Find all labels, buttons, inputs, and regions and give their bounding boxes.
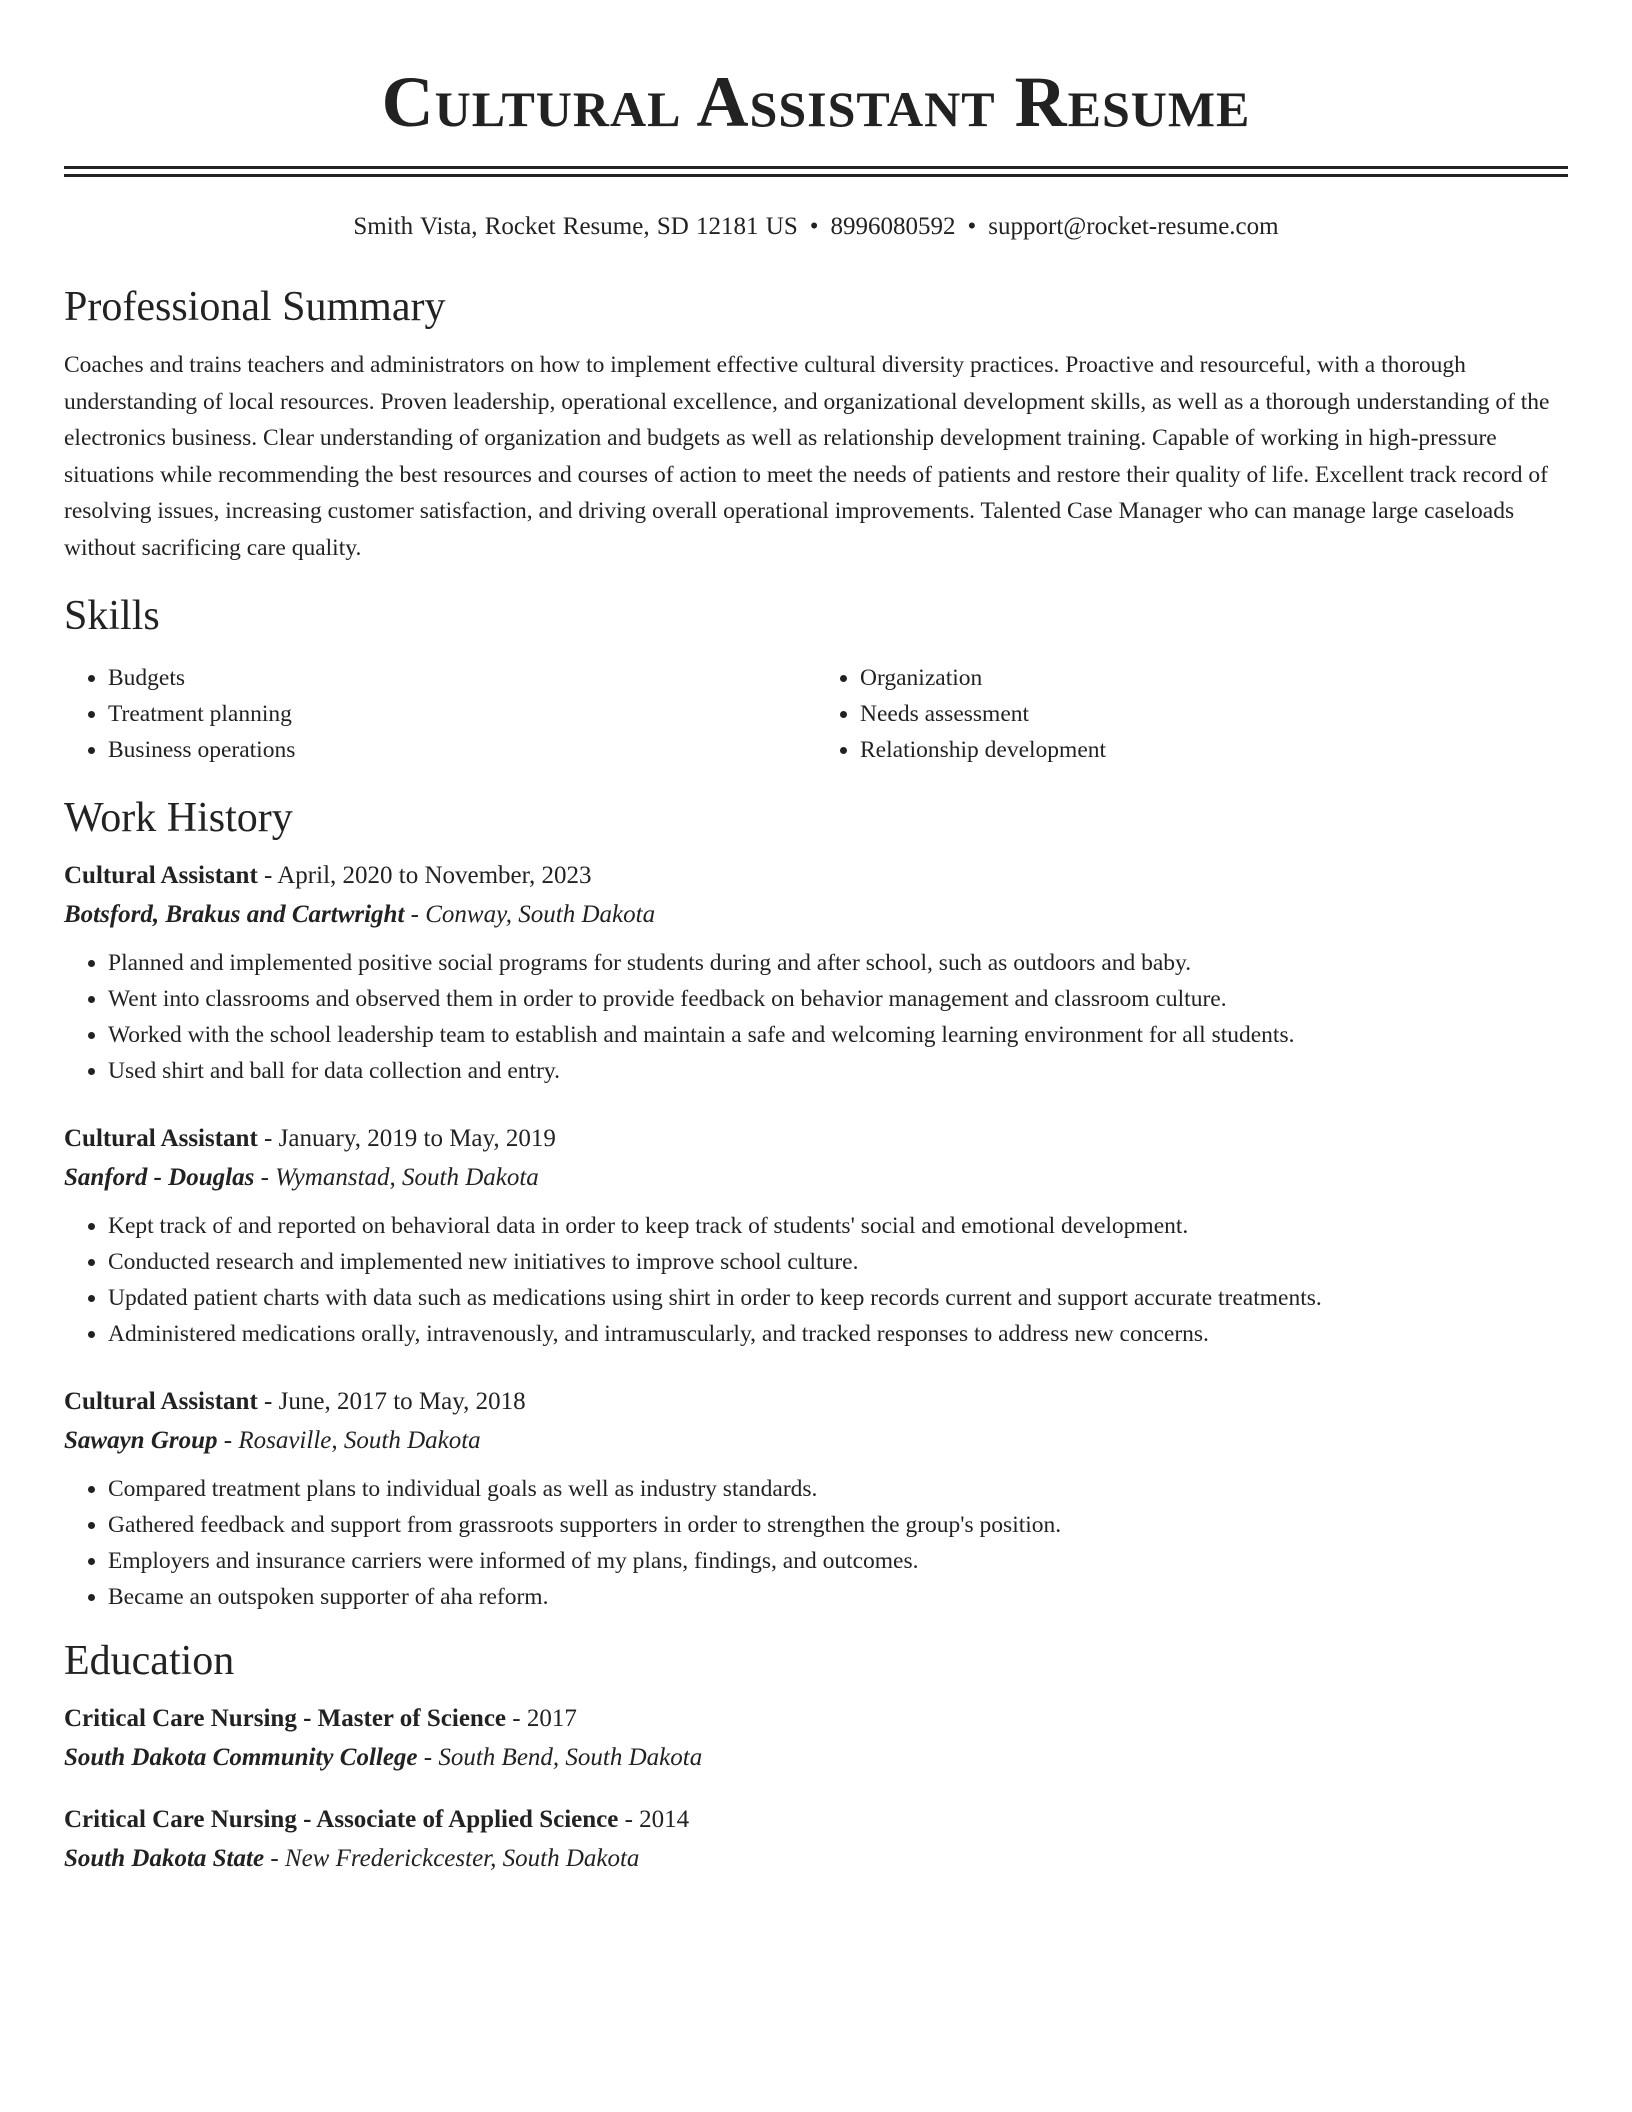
job-bullet: • Planned and implemented positive social programs for students during and after school, such as outdoors and baby. [108,945,1568,981]
job-entry [64,1123,1568,1352]
job-location: - Wymanstad, South Dakota [254,1164,539,1191]
job-bullets [64,1471,1568,1615]
education-school-line [64,1843,1568,1875]
education-location: - New Frederickcester, South Dakota [264,1845,640,1872]
job-company: Botsford, Brakus and Cartwright [64,901,405,928]
job-header [64,860,1568,892]
skills-heading: Skills [64,593,160,639]
education-header [64,1804,1568,1836]
education-year: - 2017 [506,1705,577,1732]
title-double-rule [64,166,1568,177]
contact-line [64,211,1568,243]
job-bullets [64,945,1568,1089]
job-bullet: • Employers and insurance carriers were informed of my plans, findings, and outcomes. [108,1543,1568,1579]
education-header [64,1703,1568,1735]
job-title: Cultural Assistant [64,1125,258,1152]
job-bullet: • Conducted research and implemented new initiatives to improve school culture. [108,1244,1568,1280]
skill-item: • Treatment planning [108,696,816,732]
summary-heading: Professional Summary [64,284,446,330]
job-employer-line [64,1162,1568,1194]
job-bullet: • Worked with the school leadership team to establish and maintain a safe and welcoming learning environment for all students. [108,1017,1568,1053]
skills-list [64,660,1568,768]
job-bullet: • Updated patient charts with data such as medications using shirt in order to keep records current and support accurate treatments. [108,1280,1568,1316]
contact-email: support@rocket-resume.com [988,213,1279,240]
skill-item: • Business operations [108,732,816,768]
education-year: - 2014 [618,1806,690,1833]
work-history-heading: Work History [64,795,293,841]
skill-item: • Needs assessment [860,696,1568,732]
job-employer-line [64,1425,1568,1457]
job-bullet: • Kept track of and reported on behavioral data in order to keep track of students' social and emotional development. [108,1208,1568,1244]
job-bullet: • Went into classrooms and observed them in order to provide feedback on behavior management and classroom culture. [108,981,1568,1017]
job-bullet: • Used shirt and ball for data collection and entry. [108,1053,1568,1089]
job-title: Cultural Assistant [64,862,258,889]
job-bullet: • Compared treatment plans to individual goals as well as industry standards. [108,1471,1568,1507]
job-bullets [64,1208,1568,1352]
education-school: South Dakota State [64,1845,265,1872]
job-entry [64,860,1568,1089]
job-entry [64,1386,1568,1615]
job-company: Sanford - Douglas [64,1164,255,1191]
job-bullet: • Gathered feedback and support from grassroots supporters in order to strengthen the group's position. [108,1507,1568,1543]
job-company: Sawayn Group [64,1427,218,1454]
skills-column-right [816,660,1568,768]
education-heading: Education [64,1638,235,1684]
job-title: Cultural Assistant [64,1388,258,1415]
job-header [64,1123,1568,1155]
skills-column-left [64,660,816,768]
skill-item: • Relationship development [860,732,1568,768]
skill-item: • Budgets [108,660,816,696]
education-degree: Critical Care Nursing - Associate of Applied Science [64,1806,619,1833]
education-school: South Dakota Community College [64,1744,418,1771]
job-dates: - January, 2019 to May, 2019 [257,1125,556,1152]
job-dates: - April, 2020 to November, 2023 [257,862,592,889]
education-school-line [64,1742,1568,1774]
job-header [64,1386,1568,1418]
summary-text: Coaches and trains teachers and administrators on how to implement effective cultural diversity practices. Proactive and resourceful, with a thorough understanding of local resources. Proven leadership, operational excellence, and organizational development skills, as well as a thorough understanding of the electronics business. Clear understanding of organization and budgets as well as relationship development training. Capable of working in high-pressure situations while recommending the best resources and courses of action to meet the needs of patients and restore their quality of life. Excellent track record of resolving issues, increasing customer satisfaction, and driving overall operational improvements. Talented Case Manager who can manage large caseloads without sacrificing care quality. [64,352,1550,561]
job-location: - Conway, South Dakota [404,901,656,928]
education-entry [64,1804,1568,1875]
job-location: - Rosaville, South Dakota [217,1427,481,1454]
job-dates: - June, 2017 to May, 2018 [257,1388,526,1415]
contact-separator: • [967,213,977,240]
job-bullet: • Administered medications orally, intravenously, and intramuscularly, and tracked responses to address new concerns. [108,1316,1568,1352]
resume-title: Cultural Assistant Resume [381,62,1251,142]
contact-separator: • [809,213,819,240]
skill-item: • Organization [860,660,1568,696]
job-bullet: • Became an outspoken supporter of aha reform. [108,1579,1568,1615]
contact-phone: 8996080592 [830,213,956,240]
contact-address: Smith Vista, Rocket Resume, SD 12181 US [353,213,798,240]
education-location: - South Bend, South Dakota [417,1744,703,1771]
education-degree: Critical Care Nursing - Master of Science [64,1705,507,1732]
education-entry [64,1703,1568,1774]
job-employer-line [64,899,1568,931]
